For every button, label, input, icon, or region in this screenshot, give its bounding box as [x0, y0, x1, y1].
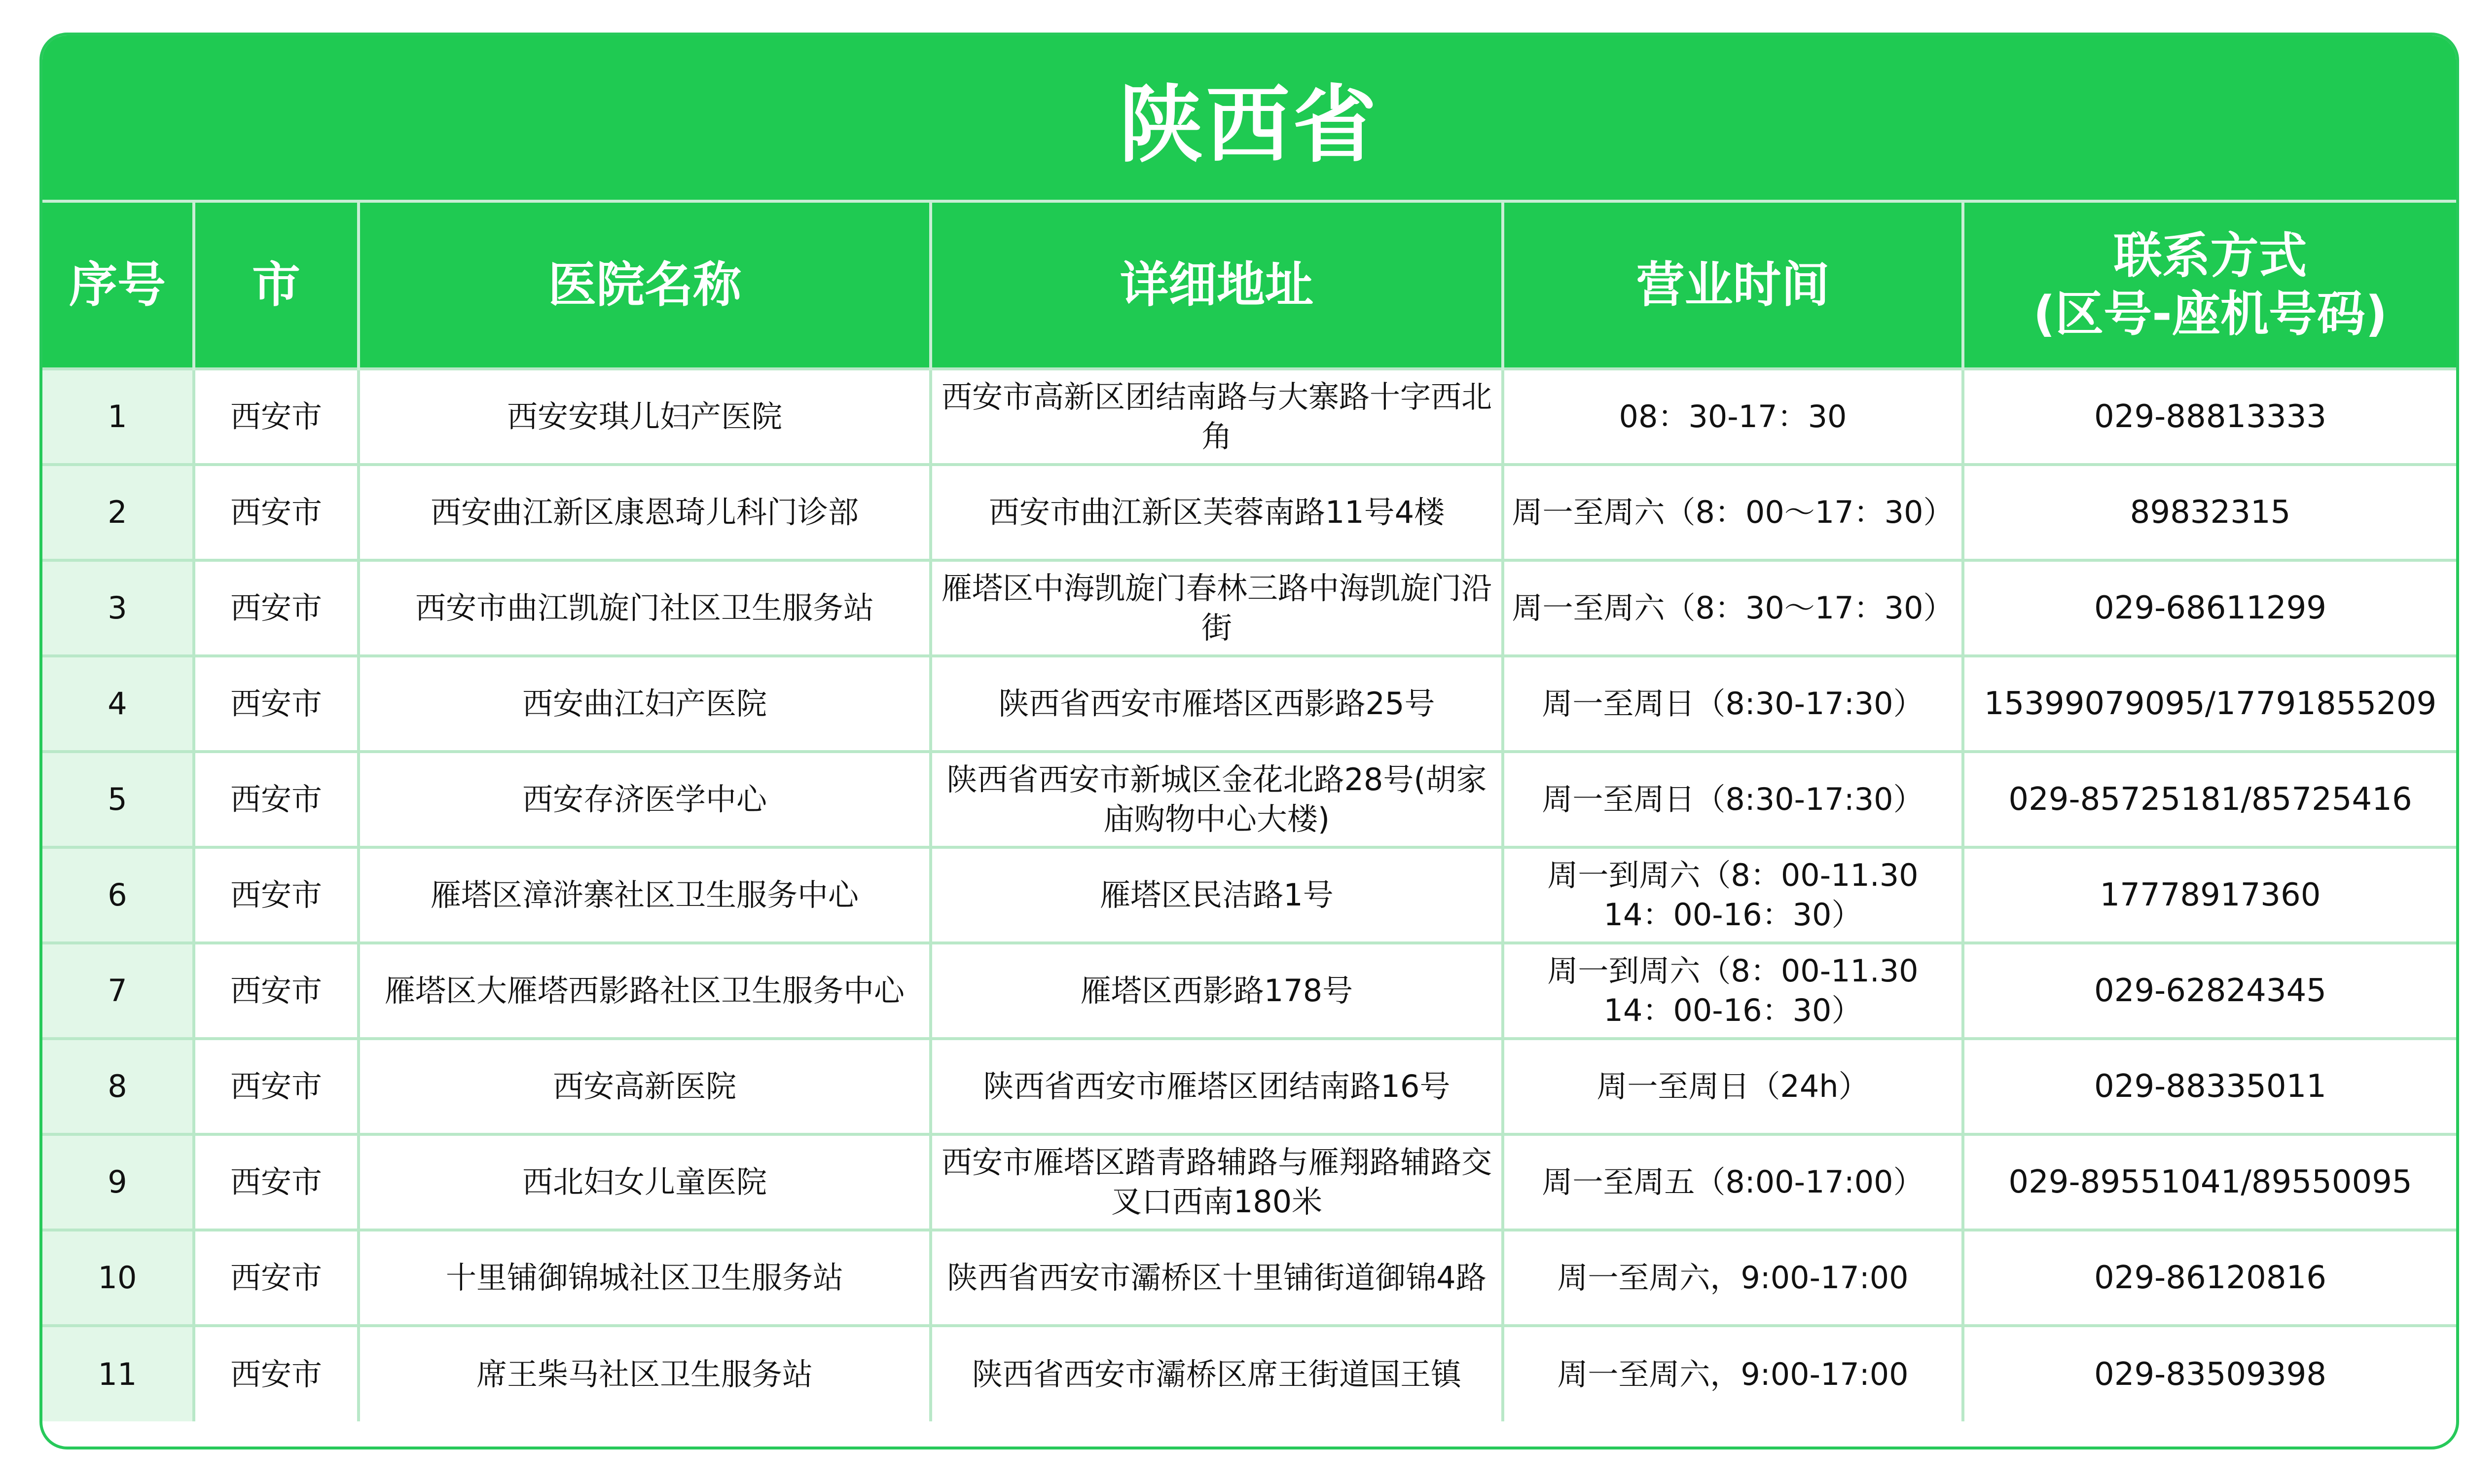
cell-hospital: 西北妇女儿童医院 [359, 1134, 931, 1230]
cell-city: 西安市 [194, 465, 359, 560]
header-hours: 营业时间 [1503, 201, 1963, 369]
cell-phone: 029-83509398 [1963, 1326, 2456, 1421]
cell-hospital: 西安曲江新区康恩琦儿科门诊部 [359, 465, 931, 560]
cell-city: 西安市 [194, 1039, 359, 1134]
table-row [42, 1326, 2456, 1421]
cell-hours: 周一到周六（8：00-11.30 14：00-16：30） [1503, 943, 1963, 1039]
cell-city: 西安市 [194, 1326, 359, 1421]
cell-hours: 周一至周五（8:00-17:00） [1503, 1134, 1963, 1230]
cell-phone: 029-88335011 [1963, 1039, 2456, 1134]
province-title: 陕西省 [42, 36, 2456, 200]
cell-phone: 17778917360 [1963, 847, 2456, 943]
cell-hours: 周一至周六（8：00～17：30） [1503, 465, 1963, 560]
table-row [42, 465, 2456, 560]
cell-phone: 029-85725181/85725416 [1963, 752, 2456, 847]
cell-address: 西安市雁塔区踏青路辅路与雁翔路辅路交叉口西南180米 [931, 1134, 1503, 1230]
cell-hours: 周一到周六（8：00-11.30 14：00-16：30） [1503, 847, 1963, 943]
cell-address: 雁塔区中海凯旋门春林三路中海凯旋门沿街 [931, 560, 1503, 656]
header-hospital: 医院名称 [359, 201, 931, 369]
table-row [42, 1134, 2456, 1230]
cell-index: 1 [42, 369, 194, 465]
header-address: 详细地址 [931, 201, 1503, 369]
cell-address: 西安市高新区团结南路与大寨路十字西北角 [931, 369, 1503, 465]
table-row [42, 752, 2456, 847]
cell-address: 陕西省西安市雁塔区团结南路16号 [931, 1039, 1503, 1134]
cell-phone: 15399079095/17791855209 [1963, 656, 2456, 752]
cell-hours: 周一至周日（8:30-17:30） [1503, 656, 1963, 752]
cell-hospital: 雁塔区大雁塔西影路社区卫生服务中心 [359, 943, 931, 1039]
cell-hours: 周一至周六，9:00-17:00 [1503, 1326, 1963, 1421]
cell-address: 西安市曲江新区芙蓉南路11号4楼 [931, 465, 1503, 560]
cell-hospital: 西安市曲江凯旋门社区卫生服务站 [359, 560, 931, 656]
cell-index: 11 [42, 1326, 194, 1421]
table-row [42, 369, 2456, 465]
cell-city: 西安市 [194, 752, 359, 847]
cell-index: 5 [42, 752, 194, 847]
header-index: 序号 [42, 201, 194, 369]
cell-hospital: 雁塔区漳浒寨社区卫生服务中心 [359, 847, 931, 943]
cell-hours: 周一至周六（8：30～17：30） [1503, 560, 1963, 656]
header-contact-sublabel: (区号-座机号码) [2033, 286, 2388, 342]
cell-address: 陕西省西安市灞桥区席王街道国王镇 [931, 1326, 1503, 1421]
cell-phone: 029-86120816 [1963, 1230, 2456, 1326]
cell-address: 陕西省西安市新城区金花北路28号(胡家庙购物中心大楼) [931, 752, 1503, 847]
table-row [42, 847, 2456, 943]
cell-hospital: 西安曲江妇产医院 [359, 656, 931, 752]
cell-index: 6 [42, 847, 194, 943]
cell-hours: 周一至周日（24h） [1503, 1039, 1963, 1134]
cell-hospital: 西安安琪儿妇产医院 [359, 369, 931, 465]
hospital-table [42, 200, 2456, 1421]
header-city: 市 [194, 201, 359, 369]
cell-city: 西安市 [194, 369, 359, 465]
cell-address: 陕西省西安市灞桥区十里铺街道御锦4路 [931, 1230, 1503, 1326]
cell-phone: 029-68611299 [1963, 560, 2456, 656]
cell-city: 西安市 [194, 1230, 359, 1326]
cell-city: 西安市 [194, 847, 359, 943]
header-row [42, 201, 2456, 369]
province-card [39, 33, 2459, 1449]
cell-address: 雁塔区西影路178号 [931, 943, 1503, 1039]
cell-city: 西安市 [194, 1134, 359, 1230]
header-contact [1963, 201, 2456, 369]
cell-phone: 029-88813333 [1963, 369, 2456, 465]
cell-index: 7 [42, 943, 194, 1039]
table-row [42, 943, 2456, 1039]
cell-hours: 周一至周日（8:30-17:30） [1503, 752, 1963, 847]
cell-city: 西安市 [194, 656, 359, 752]
cell-address: 陕西省西安市雁塔区西影路25号 [931, 656, 1503, 752]
cell-index: 2 [42, 465, 194, 560]
cell-index: 3 [42, 560, 194, 656]
cell-hours: 周一至周六，9:00-17:00 [1503, 1230, 1963, 1326]
cell-index: 4 [42, 656, 194, 752]
table-row [42, 560, 2456, 656]
cell-index: 8 [42, 1039, 194, 1134]
cell-phone: 029-89551041/89550095 [1963, 1134, 2456, 1230]
cell-hospital: 十里铺御锦城社区卫生服务站 [359, 1230, 931, 1326]
cell-phone: 89832315 [1963, 465, 2456, 560]
cell-index: 10 [42, 1230, 194, 1326]
cell-hospital: 席王柴马社区卫生服务站 [359, 1326, 931, 1421]
cell-hospital: 西安高新医院 [359, 1039, 931, 1134]
header-contact-label: 联系方式 [2113, 228, 2307, 284]
cell-address: 雁塔区民洁路1号 [931, 847, 1503, 943]
cell-hours: 08：30-17：30 [1503, 369, 1963, 465]
cell-city: 西安市 [194, 943, 359, 1039]
table-row [42, 1039, 2456, 1134]
cell-city: 西安市 [194, 560, 359, 656]
cell-hospital: 西安存济医学中心 [359, 752, 931, 847]
table-row [42, 656, 2456, 752]
cell-phone: 029-62824345 [1963, 943, 2456, 1039]
table-row [42, 1230, 2456, 1326]
cell-index: 9 [42, 1134, 194, 1230]
